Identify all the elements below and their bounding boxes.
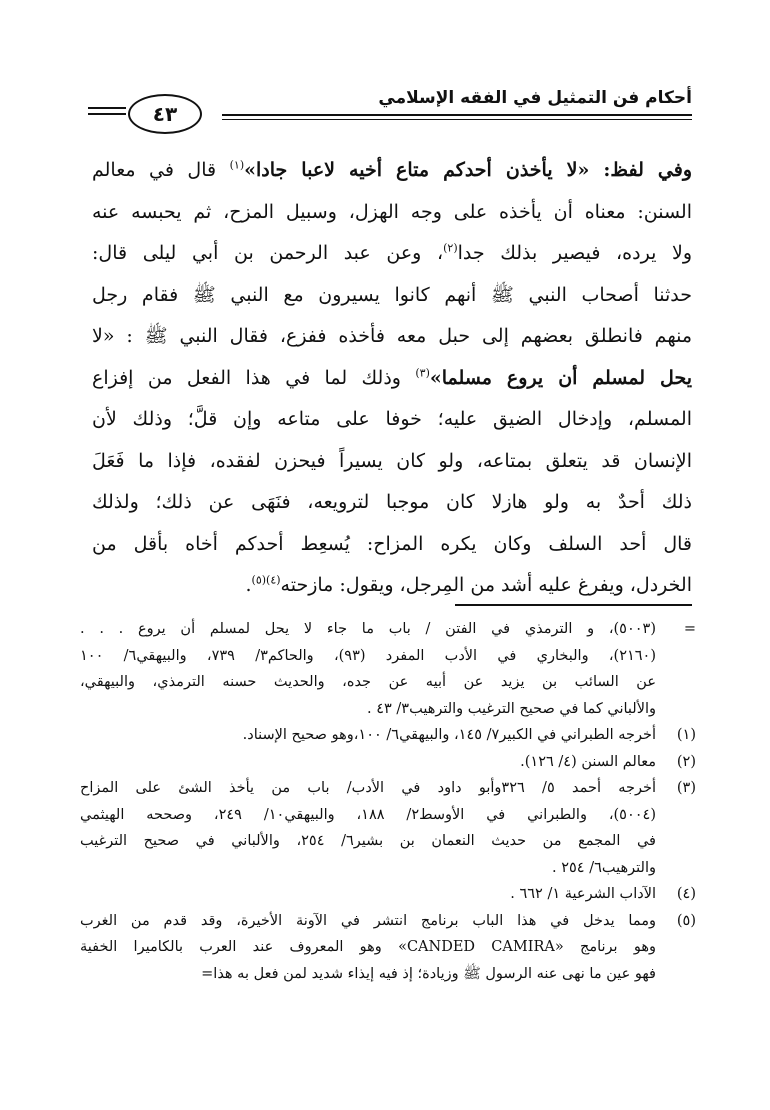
page-number-oval (128, 94, 202, 134)
text-segment: . (245, 574, 252, 596)
text-segment: ذلك أحدٌ به ولو هازلا كان موجبا لترويعه، فنَهَى عن ذلك؛ ولذلك (92, 491, 692, 513)
text-segment: قال أحد السلف وكان يكره المزاح: يُسعِط أحدكم أخاه بأقل من (92, 532, 692, 555)
text-segment: حدثنا أصحاب النبي ﷺ أنهم كانوا يسيرون مع النبي ﷺ فقام رجل (92, 283, 692, 306)
text-segment: السنن: معناه أن يأخذه على وجه الهزل، وسبيل المزح، ثم يحبسه عنه (92, 200, 692, 223)
footnote-mark: (٥) (676, 912, 696, 929)
footnote-line: الآداب الشرعية ١/ ٦٦٢ . (510, 886, 656, 902)
footnote (80, 616, 696, 722)
page-number: ٤٣ (152, 102, 178, 126)
footnote-text (80, 881, 656, 908)
text-line (92, 565, 692, 607)
text-segment: الإنسان قد يتعلق بمتاعه، ولو كان يسيراً فيحزن لفقده، فإذا ما فَعَلَ (92, 449, 692, 472)
text-segment: ، وعن عبد الرحمن بن أبي ليلى قال: (92, 242, 444, 264)
text-line (92, 316, 692, 358)
text-line (92, 358, 692, 400)
text-line (92, 482, 692, 524)
hadith-quote: وفي لفظ: «لا يأخذن أحدكم متاع أخيه لاعبا جادا» (244, 159, 692, 181)
text-line (92, 150, 692, 192)
footnote (80, 749, 696, 776)
text-segment: المسلم، وإدخال الضيق عليه؛ خوفا على متاعه وإن قلَّ؛ وذلك لأن (92, 408, 692, 430)
footnote-text (80, 749, 656, 776)
page-header (88, 88, 692, 134)
footnote-ref: (٤)(٥) (251, 573, 281, 587)
footnote (80, 881, 696, 908)
footnote-mark: (١) (676, 727, 696, 743)
footnote-line: ومما يدخل في هذا الباب برنامج انتشر في الآونة الأخيرة، وقد قدم من الغرب (80, 912, 656, 929)
footnote (80, 775, 696, 881)
text-line (92, 275, 692, 317)
footnote (80, 908, 696, 988)
footnote-separator (455, 604, 692, 606)
footnote-text (80, 908, 656, 988)
text-segment: ولا يرده، فيصير بذلك جدا (457, 242, 692, 264)
footnote-ref: (٣) (415, 366, 430, 380)
footnote-line: وهو برنامج «CANDED CAMIRA» وهو المعروف عند العرب بالكاميرا الخفية (80, 939, 656, 955)
footnote-line: في المجمع من حديث النعمان بن بشير٦/ ٢٥٤، والألباني في صحيح الترغيب (80, 833, 656, 849)
text-line (92, 441, 692, 483)
footnote-mark: (٢) (676, 753, 696, 770)
footnote-mark: (٤) (676, 886, 696, 902)
footnote (80, 722, 696, 749)
footnote-line: معالم السنن (٤/ ١٢٦). (520, 753, 656, 770)
footnote-ref: (٢) (443, 241, 458, 255)
text-segment: قال في معالم (92, 159, 230, 181)
header-rule (222, 114, 692, 116)
footnote-text (80, 616, 656, 722)
footnote-line: عن السائب بن يزيد عن أبيه عن جده، والحديث حسنه الترمذي، والبيهقي، (80, 674, 656, 690)
header-left-bars (88, 107, 126, 119)
footnote-line: والألباني كما في صحيح الترغيب والترهيب٣/ ٤٣ . (366, 700, 656, 717)
text-segment: وذلك لما في هذا الفعل من إفزاع (92, 366, 416, 389)
running-title: أحكام فن التمثيل في الفقه الإسلامي (378, 88, 692, 108)
footnote-line: (٥٠٠٣)، و الترمذي في الفتن / باب ما جاء لا يحل لمسلم أن يروع . . . (80, 621, 656, 637)
main-text (92, 150, 692, 607)
hadith-quote: يحل لمسلم أن يروع مسلما» (429, 366, 692, 389)
footnote-text (80, 722, 656, 749)
footnote-line: أخرجه أحمد ٥/ ٣٢٦وأبو داود في الأدب/ باب من يأخذ الشئ على المزاح (80, 780, 656, 796)
footnote-line: (٢١٦٠)، والبخاري في الأدب المفرد (٩٣)، والحاكم٣/ ٧٣٩، والبيهقي٦/ ١٠٠ (80, 647, 656, 664)
header-rule-thin (222, 119, 692, 120)
footnote-mark: = (683, 621, 696, 637)
footnote-ref: (١) (229, 158, 245, 172)
text-line (92, 233, 692, 275)
footnote-line: (٥٠٠٤)، والطبراني في الأوسط٢/ ١٨٨، والبيهقي١٠/ ٢٤٩، وصححه الهيثمي (80, 806, 656, 823)
text-line (92, 399, 692, 441)
text-segment: الخردل، ويفرغ عليه أشد من المِرجل، ويقول: مازحته (280, 574, 692, 596)
footnote-line: أخرجه الطبراني في الكبير٧/ ١٤٥، والبيهقي٦/ ١٠٠،وهو صحيح الإسناد. (242, 727, 656, 743)
text-line (92, 524, 692, 566)
text-line (92, 192, 692, 234)
footnote-line: والترهيب٦/ ٢٥٤ . (552, 859, 656, 876)
footnotes (80, 616, 696, 987)
footnote-mark: (٣) (676, 780, 696, 796)
footnote-line: فهو عين ما نهى عنه الرسول ﷺ وزيادة؛ إذ فيه إيذاء شديد لمن فعل به هذا= (201, 965, 656, 982)
text-segment: منهم فانطلق بعضهم إلى حبل معه فأخذه ففزع، فقال النبي ﷺ : «لا (92, 325, 692, 347)
footnote-text (80, 775, 656, 881)
